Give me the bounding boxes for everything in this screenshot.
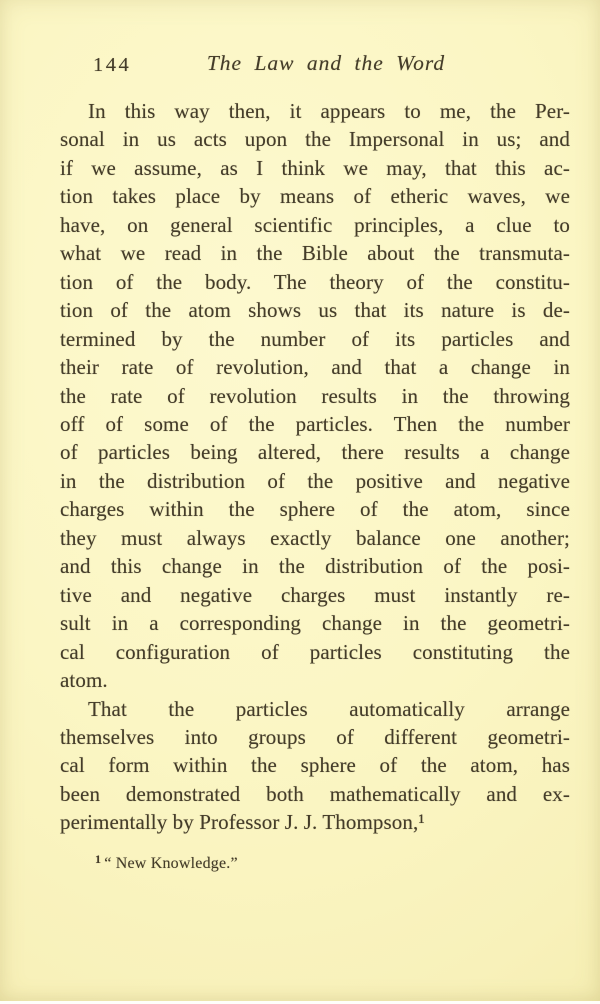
text-line: what we read in the Bible about the transmuta- — [60, 241, 570, 266]
text-line: and this change in the distribution of the posi- — [60, 554, 570, 579]
text-line: if we assume, as I think we may, that this ac- — [60, 155, 570, 180]
page-number: 144 — [93, 54, 132, 76]
text-line: themselves into groups of different geometri- — [60, 724, 570, 749]
page-header — [60, 51, 570, 81]
text-line: cal form within the sphere of the atom, has — [60, 753, 570, 778]
text-line: tion of the atom shows us that its nature is de- — [60, 298, 570, 323]
text-line: termined by the number of its particles and — [60, 326, 570, 351]
text-line: been demonstrated both mathematically and ex- — [60, 781, 570, 806]
text-line: off of some of the particles. Then the number — [60, 411, 570, 436]
text-line: they must always exactly balance one another; — [60, 525, 570, 550]
text-line: charges within the sphere of the atom, since — [60, 497, 570, 522]
text-line: their rate of revolution, and that a change in — [60, 355, 570, 380]
paragraph — [60, 97, 570, 695]
text-line: sonal in us acts upon the Impersonal in us; and — [60, 127, 570, 152]
footnote — [95, 849, 238, 874]
text-line: That the particles automatically arrange — [88, 696, 570, 721]
text-line: In this way then, it appears to me, the Per- — [88, 99, 570, 123]
footnote-text: “ New Knowledge.” — [104, 855, 238, 872]
text-line: in the distribution of the positive and negative — [60, 468, 570, 493]
text-line: atom. — [60, 668, 108, 693]
text-line: sult in a corresponding change in the geometri- — [60, 611, 570, 636]
running-title: The Law and the Word — [206, 51, 446, 75]
body-text — [60, 97, 570, 837]
text-line: tion of the body. The theory of the constitu- — [60, 269, 570, 294]
text-line: tive and negative charges must instantly re- — [60, 582, 570, 607]
text-line: perimentally by Professor J. J. Thompson,¹ — [60, 810, 425, 835]
text-line: the rate of revolution results in the throwing — [60, 383, 570, 408]
paragraph — [60, 695, 570, 837]
footnote-marker: 1 — [95, 852, 102, 866]
text-line: have, on general scientific principles, a clue to — [60, 212, 570, 237]
text-line: tion takes place by means of etheric waves, we — [60, 184, 570, 209]
text-line: of particles being altered, there results a change — [60, 440, 570, 465]
text-line: cal configuration of particles constituting the — [60, 639, 570, 664]
